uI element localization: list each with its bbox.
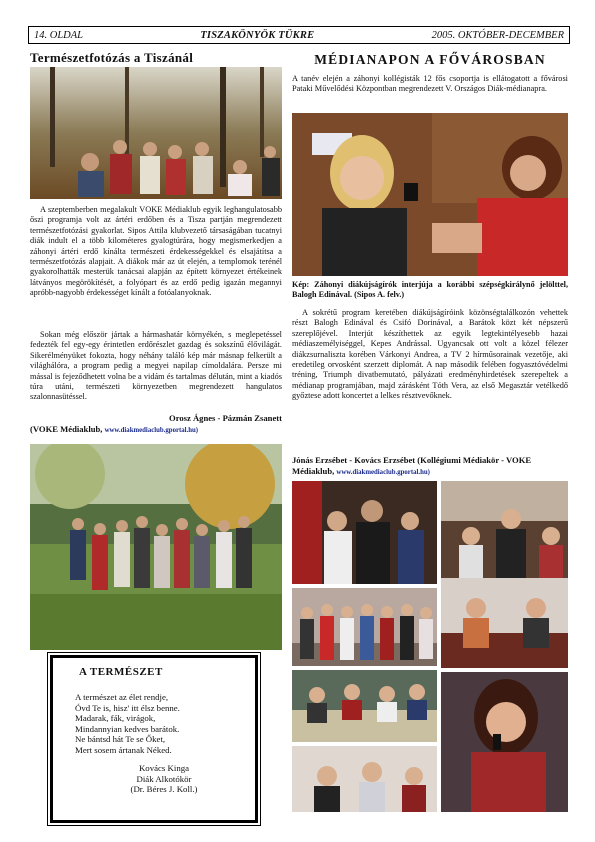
issue-date: 2005. OKTÓBER-DECEMBER: [431, 29, 564, 41]
publication-title: TISZAKÖNYÖK TÜKRE: [200, 29, 315, 41]
poem-box: [50, 655, 258, 823]
page-number: 14. OLDAL: [34, 29, 84, 41]
right-article-body: A sokrétű program keretében diákújságíróink közönségtalálkozón vehettek részt Balogh Edinával és Csifó Dorinával, a Barátok közt két népszerű szereplőjével. Interjút készíthettek az egyik legtekintélyesebb hazai médiaszemélyiséggel, Kepes Andrással. Ugyancsak ott volt a közel félezer diákzsurnaliszta korében Várkonyi Andrea, a TV 2 hírműsorainak vezetője, aki eredetileg orvosként szerzett diplomát. A nap második felében fogyasztóvédelmi tréning, Triumph divatbemutató, pályázati eredményhirdetések szerepeltek a médianap programjában, majd zárásként Tóth Vera, az első Megasztár vetélkedő győztese adott koncertet a lelkes résztvevőknek.: [292, 308, 568, 401]
poem-title: A TERMÉSZET: [79, 666, 163, 678]
left-article-title: Természetfotózás a Tiszánál: [30, 50, 194, 65]
right-article-url[interactable]: www.diakmediaclub.gportal.hu): [336, 469, 430, 476]
poem-line: Óvd Te is, hisz' itt élsz benne.: [75, 702, 180, 713]
poem-line: Ne bántsd hát Te se Őket,: [75, 734, 166, 744]
collage-photo-singer: [441, 672, 568, 812]
poem-line: Mert sosem ártanak Néked.: [75, 744, 172, 755]
left-article-body-2: Sokan még először jártak a hármashatár környékén, s meglepetéssel fedezték fel egy-egy érintetlen erdőrészlet gazdag és sokszínű élővilágát. Sikerélményüket fokozta, hogy néhány találó kép már másnap felkerült a világhálóra, a program pedig a megyei napilap címoldalára. Persze mi mással is fejeződhetett volna be a vidám és tartalmas délután, mint a kiadós túra utáni, természeti környezetben megrendezett hangulatos szalonnasütéssel.: [30, 330, 282, 402]
collage-photo-table: [292, 670, 437, 742]
interview-photo-caption: Kép: Záhonyi diákújságírók interjúja a korábbi szépségkirálynő jelölttel, Balogh Edinával. (Sipos A. felv.): [292, 280, 568, 300]
collage-photo-audience: [292, 746, 437, 812]
poem-author-group: Diák Alkotókör: [136, 773, 192, 784]
collage-photo-speaker: [441, 481, 568, 584]
page-header: [28, 26, 570, 44]
poem-author: Kovács Kinga: [138, 763, 190, 773]
left-article-body: A szeptemberben megalakult VOKE Médiaklub egyik leghangulatosabb őszi programja volt az ártéri erdőben és a Tisza partján megrendezett természetfotózási gyakorlat. Sipos Attila klubvezető társaságában tucatnyi diák indult el a több kilométeres gyalogtúrára, hogy megismerkedjen a záhonyi ártéri erdő kínálta természeti érdekességekkel és elsajátítsa a természetfotózás alapjait. A diákok már az út elején, a templomok terénél gyakorolhatták mesterük tanácsai alapján az épített környezet értékeinek látványos megörökítését, a folyópart és az erdő pedig igazán megannyi apróbb-nagyobb érdekességet kínált a fotóalanyoknak.: [30, 205, 282, 298]
right-article-author: Jónás Erzsébet - Kovács Erzsébet (Kollégiumi Médiakör - VOKE Médiaklub,: [292, 455, 532, 476]
poem-line: Mindannyian kedves barátok.: [75, 723, 180, 734]
poem-line: A természet az élet rendje,: [75, 692, 169, 702]
poem-author-school: (Dr. Béres J. Koll.): [130, 784, 198, 794]
right-article-signature: [292, 455, 568, 478]
right-article-title: MÉDIANAPON A FŐVÁROSBAN: [314, 52, 546, 67]
nature-photo-students-forest: [30, 67, 282, 199]
left-article-org: (VOKE Médiaklub,: [30, 424, 103, 434]
left-article-url[interactable]: www.diakmediaclub.gportal.hu): [104, 427, 199, 434]
collage-photo-panel: [441, 578, 568, 668]
group-photo-riverside: [30, 444, 282, 650]
collage-photo-group-standing: [292, 588, 437, 666]
left-article-author: Orosz Ágnes - Pázmán Zsanett: [169, 413, 282, 423]
right-article-intro: A tanév elején a záhonyi kollégisták 12 fős csoportja is ellátogatott a fővárosi Pataki Művelődési Központban megrendezett V. Országos Diák-médianapra.: [292, 74, 568, 94]
left-article-source: [30, 424, 282, 436]
collage-photo-group-talk: [292, 481, 437, 584]
poem-line: Madarak, fák, virágok,: [75, 713, 156, 723]
interview-photo: [292, 113, 568, 276]
